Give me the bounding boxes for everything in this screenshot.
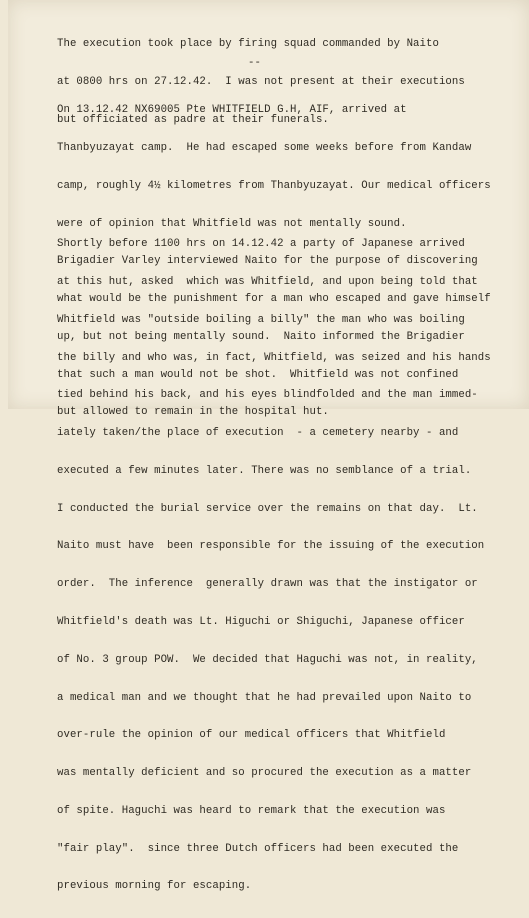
text-line: up, but not being mentally sound. Naito informed the Brigadier — [57, 330, 465, 343]
text-line: On 13.12.42 NX69005 Pte WHITFIELD G.H, AIF, arrived at — [57, 104, 407, 117]
text-line: iately taken/the place of execution - a cemetery nearby - and — [57, 427, 459, 440]
text-line: "fair play". since three Dutch officers had been executed the — [57, 842, 459, 855]
text-line: camp, roughly 4½ kilometres from Thanbyuzayat. Our medical officers — [57, 179, 491, 192]
text-line: the billy and who was, in fact, Whitfield, was seized and his hands — [57, 351, 491, 364]
text-line: Whitfield's death was Lt. Higuchi or Shiguchi, Japanese officer — [57, 616, 465, 628]
section-separator: -- — [248, 57, 261, 69]
text-line: at this hut, asked which was Whitfield, and upon being told that — [57, 275, 478, 288]
text-line: Shortly before 1100 hrs on 14.12.42 a party of Japanese arrived — [57, 238, 465, 251]
text-line: executed a few minutes later. There was no semblance of a trial. — [57, 464, 472, 477]
text-line: was mentally deficient and so procured the execution as a matter — [57, 767, 472, 780]
text-line: but officiated as padre at their funerals. — [57, 113, 329, 126]
text-line: at 0800 hrs on 27.12.42. I was not present at their executions — [57, 75, 465, 88]
text-line: of spite. Haguchi was heard to remark that the execution was — [57, 804, 446, 817]
text-line: previous morning for escaping. — [57, 880, 252, 893]
text-line: order. The inference generally drawn was that the instigator or — [57, 578, 478, 591]
text-line: The execution took place by firing squad commanded by Naito — [57, 38, 439, 51]
text-line: Brigadier Varley interviewed Naito for the purpose of discovering — [57, 255, 478, 268]
text-line: over-rule the opinion of our medical officers that Whitfield — [57, 729, 446, 742]
document-page — [8, 0, 529, 893]
text-line: Thanbyuzayat camp. He had escaped some weeks before from Kandaw — [57, 141, 472, 154]
text-line: but allowed to remain in the hospital hut. — [57, 406, 329, 419]
text-line: were of opinion that Whitfield was not mentally sound. — [57, 217, 407, 230]
text-line: Naito must have been responsible for the issuing of the execution — [57, 540, 485, 553]
text-line: what would be the punishment for a man who escaped and gave himself — [57, 293, 491, 306]
text-line: tied behind his back, and his eyes blindfolded and the man immed- — [57, 389, 478, 402]
text-line: Whitfield was "outside boiling a billy" the man who was boiling — [57, 313, 465, 326]
text-line: I conducted the burial service over the remains on that day. Lt. — [57, 502, 478, 515]
text-line: that such a man would not be shot. Whitfield was not confined — [57, 368, 459, 381]
text-line: a medical man and we thought that he had prevailed upon Naito to — [57, 691, 472, 704]
paragraph-3 — [57, 213, 491, 918]
text-line: of No. 3 group POW. We decided that Haguchi was not, in reality, — [57, 653, 478, 666]
